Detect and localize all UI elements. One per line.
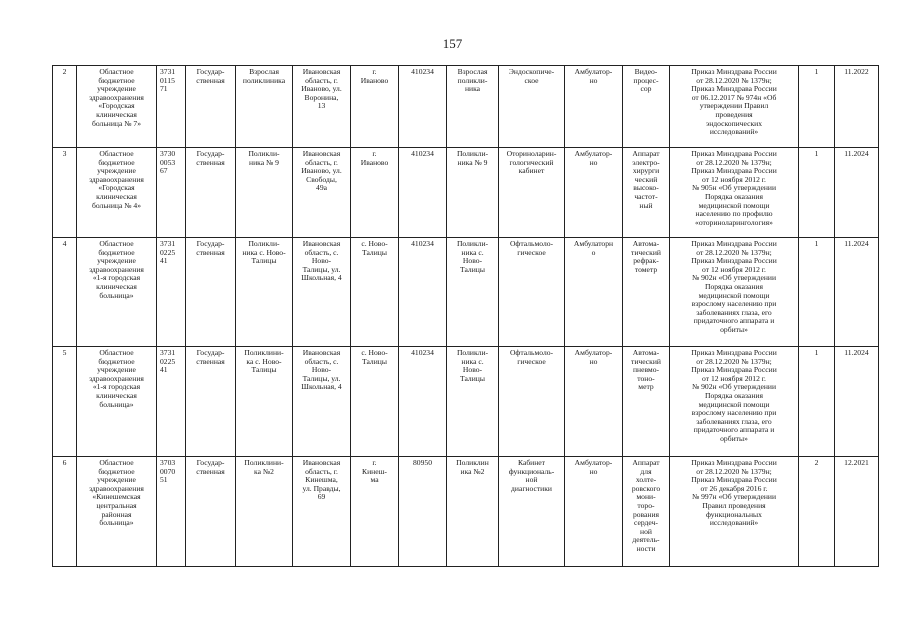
care-type-cell: Амбулатор- но [565, 66, 623, 148]
equipment-table [52, 65, 879, 567]
ownership-cell: Государ- ственная [186, 457, 236, 567]
code-cell: 3731 0225 41 [157, 238, 186, 347]
locality-cell: г. Кинеш- ма [351, 457, 399, 567]
equipment-cell: Автома- тический пневмо- тоно- метр [623, 347, 670, 457]
ownership-cell: Государ- ственная [186, 148, 236, 238]
oktmo-cell: 410234 [399, 238, 447, 347]
address-cell: Ивановская область, г. Иваново, ул. Воронина, 13 [293, 66, 351, 148]
organization-cell: Областное бюджетное учреждение здравоохранения «1-я городская клиническая больница» [77, 238, 157, 347]
table-row [53, 347, 879, 457]
table-row [53, 66, 879, 148]
address-cell: Ивановская область, с. Ново- Талицы, ул. Школьная, 4 [293, 238, 351, 347]
ownership-cell: Государ- ственная [186, 347, 236, 457]
quantity-cell: 1 [799, 347, 835, 457]
row-number-cell: 2 [53, 66, 77, 148]
unit-cell: Поликли- ника № 9 [236, 148, 293, 238]
cabinet-cell: Оториноларин- гологический кабинет [499, 148, 565, 238]
ownership-cell: Государ- ственная [186, 238, 236, 347]
organization-cell: Областное бюджетное учреждение здравоохранения «Городская клиническая больница № 4» [77, 148, 157, 238]
care-type-cell: Амбулаторн о [565, 238, 623, 347]
cabinet-cell: Эндоскопиче- ское [499, 66, 565, 148]
equipment-cell: Видео- процес- сор [623, 66, 670, 148]
address-cell: Ивановская область, г. Иваново, ул. Свободы, 49а [293, 148, 351, 238]
table-row [53, 457, 879, 567]
page-number: 157 [442, 36, 463, 51]
order-cell: Приказ Минздрава России от 28.12.2020 № 1379н; Приказ Минздрава России от 12 ноября 2012 г. № 905н «Об утверждении Порядка оказания медицинской помощи населению по профилю «оториноларингология» [670, 148, 799, 238]
date-cell: 11.2024 [835, 347, 879, 457]
code-cell: 3703 0070 51 [157, 457, 186, 567]
order-cell: Приказ Минздрава России от 28.12.2020 № 1379н; Приказ Минздрава России от 06.12.2017 № 974н «Об утверждении Правил проведения эндоскопических исследований» [670, 66, 799, 148]
equipment-cell: Аппарат для холте- ровского мони- торо- рования сердеч- ной деятель- ности [623, 457, 670, 567]
equipment-cell: Автома- тический рефрак- тометр [623, 238, 670, 347]
oktmo-cell: 410234 [399, 347, 447, 457]
code-cell: 3731 0115 71 [157, 66, 186, 148]
care-type-cell: Амбулатор- но [565, 457, 623, 567]
date-cell: 11.2024 [835, 148, 879, 238]
subunit-cell: Поликли- ника с. Ново- Талицы [447, 347, 499, 457]
order-cell: Приказ Минздрава России от 28.12.2020 № 1379н; Приказ Минздрава России от 12 ноября 2012 г. № 902н «Об утверждении Порядка оказания медицинской помощи взрослому населению при заболеваниях глаза, его придаточного аппарата и орбиты» [670, 347, 799, 457]
unit-cell: Поликлини- ка №2 [236, 457, 293, 567]
organization-cell: Областное бюджетное учреждение здравоохранения «1-я городская клиническая больница» [77, 347, 157, 457]
unit-cell: Поликли- ника с. Ново- Талицы [236, 238, 293, 347]
unit-cell: Взрослая поликлиника [236, 66, 293, 148]
equipment-cell: Аппарат электро- хирурги ческий высоко- частот- ный [623, 148, 670, 238]
locality-cell: с. Ново- Талицы [351, 238, 399, 347]
subunit-cell: Поликли- ника № 9 [447, 148, 499, 238]
care-type-cell: Амбулатор- но [565, 347, 623, 457]
unit-cell: Поликлини- ка с. Ново- Талицы [236, 347, 293, 457]
order-cell: Приказ Минздрава России от 28.12.2020 № 1379н; Приказ Минздрава России от 26 декабря 2016 г. № 997н «Об утверждении Правил проведения функциональных исследований» [670, 457, 799, 567]
locality-cell: г. Иваново [351, 148, 399, 238]
address-cell: Ивановская область, с. Ново- Талицы, ул. Школьная, 4 [293, 347, 351, 457]
subunit-cell: Поликлин ика №2 [447, 457, 499, 567]
table-row [53, 238, 879, 347]
oktmo-cell: 410234 [399, 66, 447, 148]
ownership-cell: Государ- ственная [186, 66, 236, 148]
locality-cell: г. Иваново [351, 66, 399, 148]
care-type-cell: Амбулатор- но [565, 148, 623, 238]
address-cell: Ивановская область, г. Кинешма, ул. Правды, 69 [293, 457, 351, 567]
oktmo-cell: 80950 [399, 457, 447, 567]
quantity-cell: 1 [799, 148, 835, 238]
code-cell: 3731 0225 41 [157, 347, 186, 457]
code-cell: 3730 0053 67 [157, 148, 186, 238]
organization-cell: Областное бюджетное учреждение здравоохранения «Городская клиническая больница № 7» [77, 66, 157, 148]
table-row [53, 148, 879, 238]
quantity-cell: 2 [799, 457, 835, 567]
organization-cell: Областное бюджетное учреждение здравоохранения «Кинешемская центральная районная больница» [77, 457, 157, 567]
cabinet-cell: Офтальмоло- гическое [499, 347, 565, 457]
row-number-cell: 3 [53, 148, 77, 238]
oktmo-cell: 410234 [399, 148, 447, 238]
cabinet-cell: Кабинет функциональ- ной диагностики [499, 457, 565, 567]
date-cell: 11.2024 [835, 238, 879, 347]
row-number-cell: 4 [53, 238, 77, 347]
row-number-cell: 5 [53, 347, 77, 457]
date-cell: 12.2021 [835, 457, 879, 567]
cabinet-cell: Офтальмоло- гическое [499, 238, 565, 347]
quantity-cell: 1 [799, 238, 835, 347]
locality-cell: с. Ново- Талицы [351, 347, 399, 457]
subunit-cell: Взрослая поликли- ника [447, 66, 499, 148]
row-number-cell: 6 [53, 457, 77, 567]
quantity-cell: 1 [799, 66, 835, 148]
order-cell: Приказ Минздрава России от 28.12.2020 № 1379н; Приказ Минздрава России от 12 ноября 2012 г. № 902н «Об утверждении Порядка оказания медицинской помощи взрослому населению при заболеваниях глаза, его придаточного аппарата и орбиты» [670, 238, 799, 347]
date-cell: 11.2022 [835, 66, 879, 148]
subunit-cell: Поликли- ника с. Ново- Талицы [447, 238, 499, 347]
